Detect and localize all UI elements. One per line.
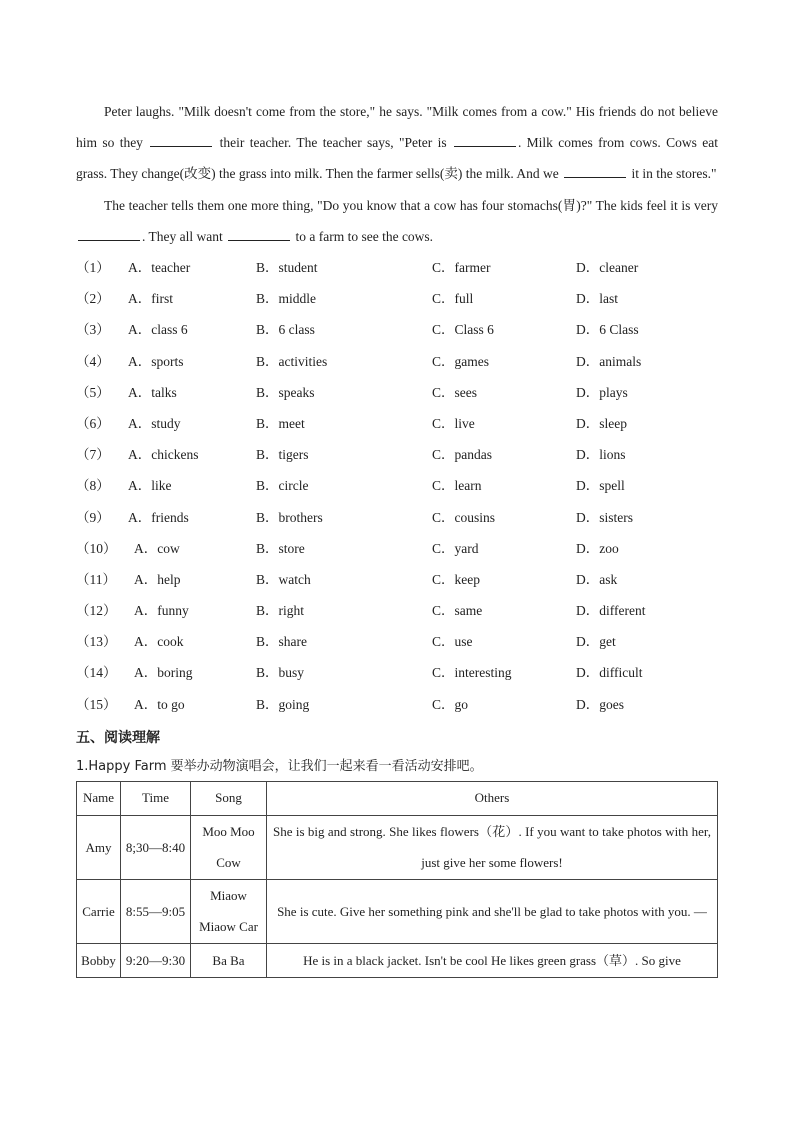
option-row bbox=[76, 564, 718, 595]
answer-blank bbox=[228, 228, 290, 241]
option-a: A．class 6 bbox=[128, 322, 188, 338]
question-number: （3） bbox=[76, 322, 110, 338]
question-number: （5） bbox=[76, 384, 110, 400]
passage-text: . Milk comes from cows. Cows eat grass. They change(改变) the grass into milk. Then the farmer sells(卖) the milk. And we bbox=[76, 135, 718, 182]
cell-others: She is cute. Give her something pink and she'll be glad to take photos with you. — bbox=[267, 879, 718, 943]
option-a: A．first bbox=[128, 291, 173, 307]
option-c: C．keep bbox=[432, 571, 480, 587]
option-d: D．cleaner bbox=[576, 260, 639, 276]
section-intro: 1.Happy Farm 要举办动物演唱会，让我们一起来看一看活动安排吧。 bbox=[76, 758, 483, 774]
passage-text: to a farm to see the cows. bbox=[295, 228, 434, 244]
option-b: B．going bbox=[256, 696, 310, 712]
option-b: B．tigers bbox=[256, 447, 309, 463]
option-d: D．last bbox=[576, 291, 618, 307]
option-a: A．friends bbox=[128, 509, 189, 525]
table-row bbox=[77, 879, 718, 943]
document-page bbox=[76, 96, 718, 978]
option-c: C．games bbox=[432, 353, 489, 369]
option-d: D．sleep bbox=[576, 415, 627, 431]
option-c: C．live bbox=[432, 415, 475, 431]
option-c: C．use bbox=[432, 634, 473, 650]
option-d: D．goes bbox=[576, 696, 624, 712]
option-a: A．funny bbox=[134, 603, 189, 619]
option-a: A．like bbox=[128, 478, 172, 494]
option-row bbox=[76, 657, 718, 688]
answer-blank bbox=[454, 134, 516, 147]
passage-text: it in the stores." bbox=[631, 166, 717, 182]
option-a: A．cow bbox=[134, 540, 180, 556]
cell-name: Amy bbox=[77, 815, 121, 879]
option-c: C．full bbox=[432, 291, 474, 307]
option-b: B．brothers bbox=[256, 509, 323, 525]
table-row bbox=[77, 943, 718, 977]
option-b: B．student bbox=[256, 260, 318, 276]
question-number: （1） bbox=[76, 260, 110, 276]
option-b: B．speaks bbox=[256, 384, 315, 400]
option-row bbox=[76, 595, 718, 626]
question-number: （6） bbox=[76, 415, 110, 431]
option-row bbox=[76, 408, 718, 439]
cell-name: Bobby bbox=[77, 943, 121, 977]
option-b: B．watch bbox=[256, 571, 311, 587]
option-row bbox=[76, 252, 718, 283]
header-others: Others bbox=[267, 781, 718, 815]
option-row bbox=[76, 439, 718, 470]
cell-time: 9:20—9:30 bbox=[121, 943, 191, 977]
question-number: （4） bbox=[76, 353, 110, 369]
option-d: D．different bbox=[576, 603, 646, 619]
option-c: C．learn bbox=[432, 478, 482, 494]
cell-time: 8:55—9:05 bbox=[121, 879, 191, 943]
option-c: C．Class 6 bbox=[432, 322, 494, 338]
schedule-table bbox=[76, 781, 718, 978]
cell-name: Carrie bbox=[77, 879, 121, 943]
option-b: B．circle bbox=[256, 478, 309, 494]
option-c: C．yard bbox=[432, 540, 479, 556]
option-row bbox=[76, 377, 718, 408]
question-number: （9） bbox=[76, 509, 110, 525]
passage-text: Peter laughs. "Milk doesn't come from the store," he says. "Milk comes from a cow." His friends do not believe him so they bbox=[76, 104, 718, 151]
question-number: （15） bbox=[76, 696, 117, 712]
option-d: D．ask bbox=[576, 571, 618, 587]
cell-time: 8;30—8:40 bbox=[121, 815, 191, 879]
option-d: D．difficult bbox=[576, 665, 643, 681]
table-row bbox=[77, 815, 718, 879]
option-c: C．same bbox=[432, 603, 483, 619]
option-a: A．chickens bbox=[128, 447, 199, 463]
option-a: A．to go bbox=[134, 696, 185, 712]
cell-others: He is in a black jacket. Isn't be cool He likes green grass（草）. So give bbox=[267, 943, 718, 977]
option-row bbox=[76, 626, 718, 657]
option-c: C．cousins bbox=[432, 509, 496, 525]
option-c: C．farmer bbox=[432, 260, 491, 276]
option-b: B．middle bbox=[256, 291, 316, 307]
question-number: （8） bbox=[76, 478, 110, 494]
header-name: Name bbox=[77, 781, 121, 815]
option-b: B．activities bbox=[256, 353, 328, 369]
option-a: A．sports bbox=[128, 353, 184, 369]
question-number: （12） bbox=[76, 603, 117, 619]
option-b: B．share bbox=[256, 634, 307, 650]
option-d: D．sisters bbox=[576, 509, 633, 525]
option-d: D．spell bbox=[576, 478, 625, 494]
option-b: B．right bbox=[256, 603, 305, 619]
option-d: D．zoo bbox=[576, 540, 619, 556]
option-d: D．animals bbox=[576, 353, 642, 369]
answer-blank bbox=[78, 228, 140, 241]
answer-blank bbox=[564, 165, 626, 178]
option-row bbox=[76, 470, 718, 501]
question-number: （7） bbox=[76, 447, 110, 463]
question-number: （14） bbox=[76, 665, 117, 681]
question-number: （11） bbox=[76, 571, 116, 587]
option-row bbox=[76, 314, 718, 345]
option-row bbox=[76, 346, 718, 377]
section-title: 五、阅读理解 bbox=[76, 729, 160, 746]
cell-others: She is big and strong. She likes flowers（花）. If you want to take photos with her, just give her some flowers! bbox=[267, 815, 718, 879]
option-a: A．help bbox=[134, 571, 181, 587]
option-b: B．meet bbox=[256, 415, 305, 431]
option-c: C．pandas bbox=[432, 447, 492, 463]
table-header-row bbox=[77, 781, 718, 815]
header-time: Time bbox=[121, 781, 191, 815]
option-a: A．teacher bbox=[128, 260, 191, 276]
options-list bbox=[76, 252, 718, 720]
cell-song: Ba Ba bbox=[191, 943, 267, 977]
passage-paragraph-1 bbox=[76, 96, 718, 190]
option-b: B．6 class bbox=[256, 322, 315, 338]
passage-paragraph-2 bbox=[76, 190, 718, 252]
passage-text: . They all want bbox=[142, 228, 223, 244]
option-c: C．sees bbox=[432, 384, 477, 400]
passage-text: their teacher. The teacher says, "Peter is bbox=[219, 135, 447, 151]
option-d: D．get bbox=[576, 634, 616, 650]
option-b: B．store bbox=[256, 540, 305, 556]
option-d: D．6 Class bbox=[576, 322, 639, 338]
option-row bbox=[76, 502, 718, 533]
header-song: Song bbox=[191, 781, 267, 815]
cell-song: Moo Moo Cow bbox=[191, 815, 267, 879]
option-row bbox=[76, 689, 718, 720]
option-d: D．lions bbox=[576, 447, 626, 463]
question-number: （10） bbox=[76, 540, 117, 556]
option-c: C．go bbox=[432, 696, 469, 712]
option-d: D．plays bbox=[576, 384, 628, 400]
cell-song: Miaow Miaow Car bbox=[191, 879, 267, 943]
option-a: A．study bbox=[128, 415, 181, 431]
option-a: A．boring bbox=[134, 665, 193, 681]
option-row bbox=[76, 533, 718, 564]
option-b: B．busy bbox=[256, 665, 305, 681]
question-number: （13） bbox=[76, 634, 117, 650]
option-a: A．cook bbox=[134, 634, 184, 650]
option-row bbox=[76, 283, 718, 314]
question-number: （2） bbox=[76, 291, 110, 307]
answer-blank bbox=[150, 134, 212, 147]
option-c: C．interesting bbox=[432, 665, 512, 681]
passage-text: The teacher tells them one more thing, "Do you know that a cow has four stomachs(胃)?" The kids feel it is very bbox=[104, 197, 718, 213]
option-a: A．talks bbox=[128, 384, 177, 400]
